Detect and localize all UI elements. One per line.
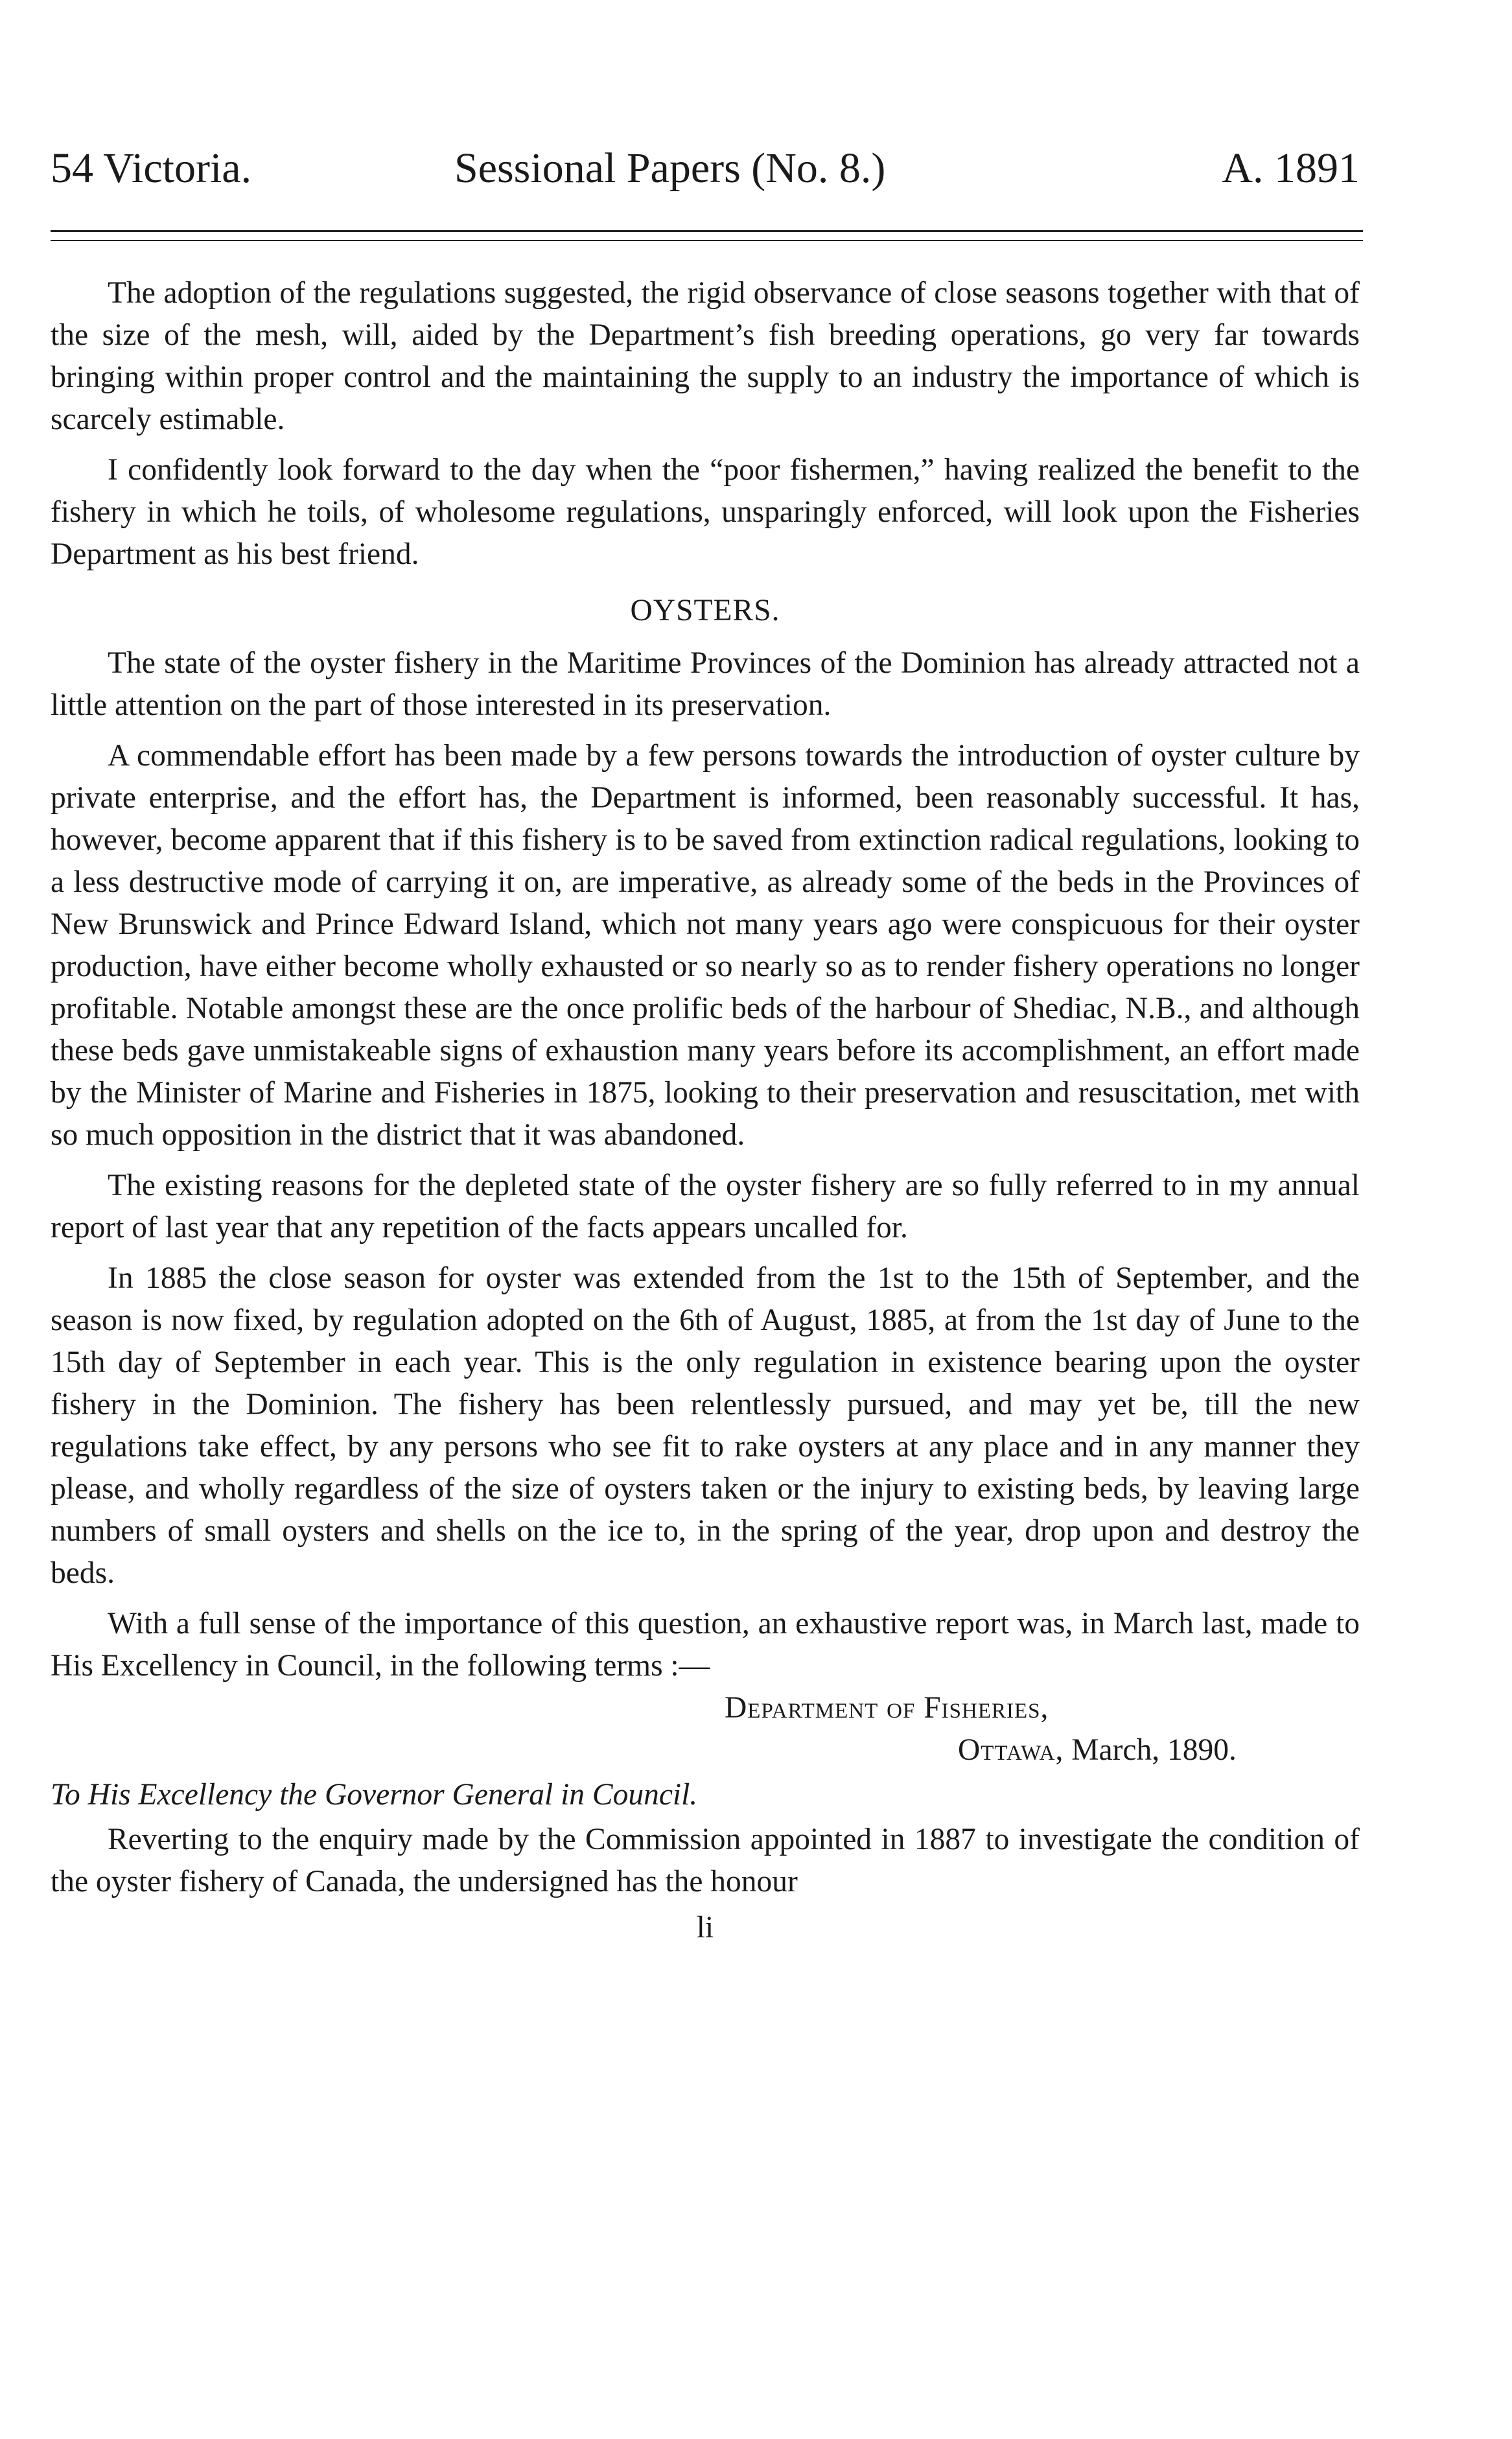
letter-department: Department of Fisheries, — [725, 1691, 1049, 1725]
letter-place-date — [958, 1729, 1237, 1771]
paragraph-oyster-culture: A commendable effort has been made by a few persons towards the introduction of oyster culture by private enterprise, and the effort has, the Department is informed, been reasonably successful. It has, however, become apparent that if this fishery is to be saved from extinction radical regulations, looking to a less destructive mode of carrying it on, are imperative, as already some of the beds in the Provinces of New Brunswick and Prince Edward Island, which not many years ago were conspicuous for their oyster production, have either become wholly exhausted or so nearly so as to render fishery operations no longer profitable. Notable amongst these are the once prolific beds of the harbour of Shediac, N.B., and although these beds gave unmistakeable signs of exhaustion many years before its accomplishment, an effort made by the Minister of Marine and Fisheries in 1875, looking to their preservation and resuscitation, met with so much opposition in the district that it was abandoned. — [51, 739, 1360, 1152]
letter-address: To His Excellency the Governor General in Council. — [51, 1778, 698, 1812]
letter-city: Ottawa, — [958, 1733, 1064, 1767]
letter-date: March, 1890. — [1064, 1733, 1237, 1767]
header-title: Sessional Papers (No. 8.) — [454, 145, 886, 192]
paragraph-close-season: In 1885 the close season for oyster was extended from the 1st to the 15th of September, and the season is now fixed, by regulation adopted on the 6th of August, 1885, at from the 1st day of June to the 15th day of September in each year. This is the only regulation in existence bearing upon the oyster fishery in the Dominion. The fishery has been relentlessly pursued, and may yet be, till the new regulations take effect, by any persons who see fit to rake oysters at any place and in any manner they please, and wholly regardless of the size of oysters taken or the injury to existing beds, by leaving large numbers of small oysters and shells on the ice to, in the spring of the year, drop upon and destroy the beds. — [51, 1261, 1360, 1590]
section-heading-oysters: OYSTERS. — [630, 594, 780, 627]
page-number: li — [696, 1911, 714, 1944]
paragraph-regulations: The adoption of the regulations suggested, the rigid observance of close seasons together with that of the size of the mesh, will, aided by the Department’s fish breeding operations, go very far towards bringing within proper control and the maintaining the supply to an industry the importance of which is scarcely estimable. — [51, 276, 1360, 436]
paragraph-fishermen: I confidently look forward to the day when the “poor fishermen,” having realized the benefit to the fishery in which he toils, of wholesome regulations, unsparingly enforced, will look upon the Fisheries Department as his best friend. — [51, 453, 1360, 571]
page-body — [51, 272, 1360, 1949]
header-rule-top — [51, 230, 1363, 232]
header-year: A. 1891 — [1222, 145, 1360, 192]
paragraph-depleted-reasons: The existing reasons for the depleted state of the oyster fishery are so fully referred to in my annual report of last year that any repetition of the facts appears uncalled for. — [51, 1169, 1360, 1244]
paragraph-reverting: Reverting to the enquiry made by the Commission appointed in 1887 to investigate the condition of the oyster fishery of Canada, the undersigned has the honour — [51, 1823, 1360, 1898]
header-rule-bottom — [51, 240, 1363, 241]
paragraph-oyster-state: The state of the oyster fishery in the Maritime Provinces of the Dominion has already attracted not a little attention on the part of those interested in its preservation. — [51, 646, 1360, 722]
paragraph-report-intro: With a full sense of the importance of this question, an exhaustive report was, in March last, made to His Excellency in Council, in the following terms :— — [51, 1607, 1360, 1683]
letter-heading — [51, 1687, 1360, 1774]
header-volume: 54 Victoria. — [51, 145, 252, 192]
running-header — [51, 139, 1360, 198]
